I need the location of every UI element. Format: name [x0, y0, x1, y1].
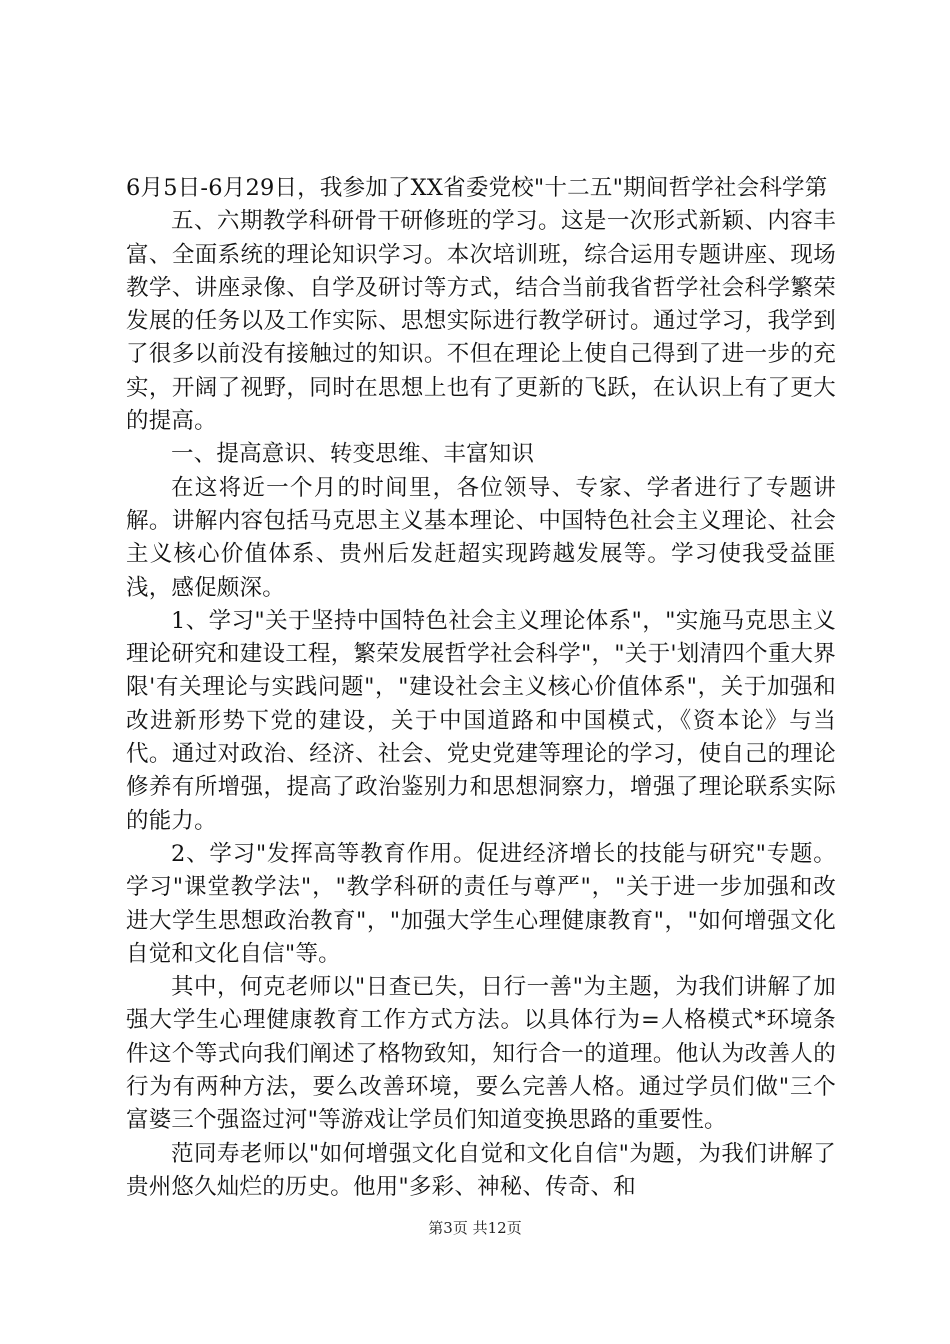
paragraph-6: 其中，何克老师以"日查已失，日行一善"为主题，为我们讲解了加强大学生心理健康教育工作方式方法。以具体行为=人格模式*环境条件这个等式向我们阐述了格物致知，知行合一的道理。他认为改善人的行为有两种方法，要么改善环境，要么完善人格。通过学员们做"三个富婆三个强盗过河"等游戏让学员们知道变换思路的重要性。 — [126, 974, 836, 1134]
paragraph-3: 在这将近一个月的时间里，各位领导、专家、学者进行了专题讲解。讲解内容包括马克思主义基本理论、中国特色社会主义理论、社会主义核心价值体系、贵州后发赶超实现跨越发展等。学习使我受益匪浅，感促颇深。 — [126, 474, 836, 601]
paragraph-5: 2、学习"发挥高等教育作用。促进经济增长的技能与研究"专题。学习"课堂教学法"，"教学科研的责任与尊严"，"关于进一步加强和改进大学生思想政治教育"，"加强大学生心理健康教育"，"如何增强文化自觉和文化自信"等。 — [126, 840, 836, 967]
paragraph-4: 1、学习"关于坚持中国特色社会主义理论体系"，"实施马克思主义理论研究和建设工程，繁荣发展哲学社会科学"，"关于'划清四个重大界限'有关理论与实践问题"，"建设社会主义核心价值体系"，关于加强和改进新形势下党的建设，关于中国道路和中国模式，《资本论》与当代。通过对政治、经济、社会、党史党建等理论的学习，使自己的理论修养有所增强，提高了政治鉴别力和思想洞察力，增强了理论联系实际的能力。 — [126, 607, 836, 834]
section-heading-1: 一、提高意识、转变思维、丰富知识 — [171, 441, 535, 468]
document-body — [126, 172, 836, 1204]
paragraph-2: 五、六期教学科研骨干研修班的学习。这是一次形式新颖、内容丰富、全面系统的理论知识学习。本次培训班，综合运用专题讲座、现场教学、讲座录像、自学及研讨等方式，结合当前我省哲学社会科学繁荣发展的任务以及工作实际、思想实际进行教学研讨。通过学习，我学到了很多以前没有接触过的知识。不但在理论上使自己得到了进一步的充实，开阔了视野，同时在思想上也有了更新的飞跃，在认识上有了更大的提高。 — [126, 208, 836, 435]
paragraph-7: 范同寿老师以"如何增强文化自觉和文化自信"为题，为我们讲解了贵州悠久灿烂的历史。他用"多彩、神秘、传奇、和 — [126, 1140, 836, 1200]
paragraph-1: 6月5日-6月29日，我参加了XX省委党校"十二五"期间哲学社会科学第 — [126, 175, 828, 201]
page-number-footer: 第3页 共12页 — [428, 1219, 522, 1237]
